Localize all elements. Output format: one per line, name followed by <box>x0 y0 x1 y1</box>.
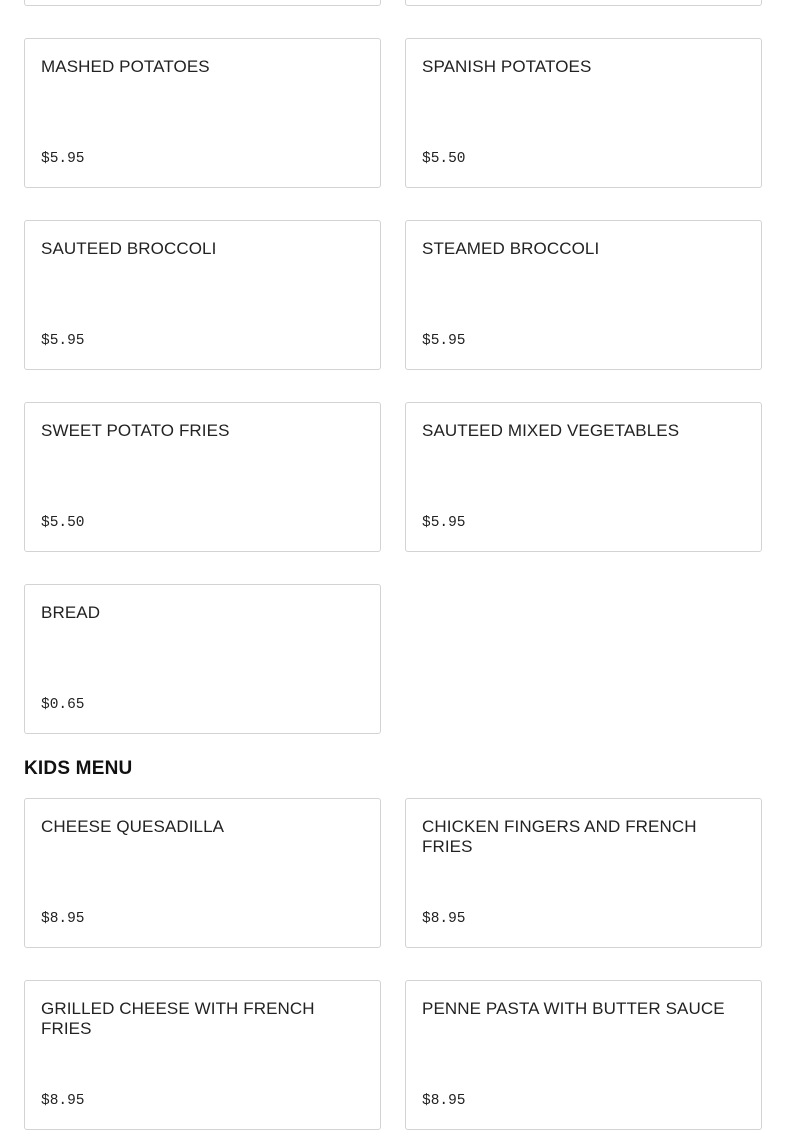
menu-item-price: $5.95 <box>422 333 466 349</box>
menu-item-card[interactable] <box>24 220 381 370</box>
menu-item-price: $5.95 <box>41 151 85 167</box>
menu-item-card[interactable] <box>24 798 381 948</box>
menu-item-card[interactable] <box>405 980 762 1130</box>
menu-item-price: $8.95 <box>422 1093 466 1109</box>
menu-item-name: CHICKEN FINGERS AND FRENCH FRIES <box>422 817 697 856</box>
menu-item-price: $8.95 <box>41 911 85 927</box>
menu-item-card[interactable] <box>24 980 381 1130</box>
menu-item-card-partial[interactable] <box>24 0 381 6</box>
menu-item-name: MASHED POTATOES <box>41 57 210 76</box>
menu-item-card[interactable] <box>24 38 381 188</box>
menu-item-name: STEAMED BROCCOLI <box>422 239 600 258</box>
menu-item-name: BREAD <box>41 603 101 622</box>
menu-item-price: $5.50 <box>41 515 85 531</box>
menu-item-name: SWEET POTATO FRIES <box>41 421 230 440</box>
menu-item-price: $0.65 <box>41 697 85 713</box>
menu-item-card-partial[interactable] <box>405 0 762 6</box>
menu-item-card[interactable] <box>405 220 762 370</box>
menu-item-card[interactable] <box>405 402 762 552</box>
menu-item-card[interactable] <box>405 38 762 188</box>
menu-item-name: SAUTEED MIXED VEGETABLES <box>422 421 680 440</box>
menu-item-name: SPANISH POTATOES <box>422 57 592 76</box>
menu-item-card[interactable] <box>405 798 762 948</box>
menu-item-name: SAUTEED BROCCOLI <box>41 239 217 258</box>
menu-item-price: $5.50 <box>422 151 466 167</box>
menu-item-card[interactable] <box>24 584 381 734</box>
menu-item-price: $5.95 <box>422 515 466 531</box>
menu-item-name: PENNE PASTA WITH BUTTER SAUCE <box>422 999 725 1018</box>
menu-item-price: $8.95 <box>422 911 466 927</box>
menu-item-card[interactable] <box>24 402 381 552</box>
section-heading-kids-menu: KIDS MENU <box>24 758 133 779</box>
menu-item-name: GRILLED CHEESE WITH FRENCH FRIES <box>41 999 315 1038</box>
menu-item-price: $5.95 <box>41 333 85 349</box>
menu-item-price: $8.95 <box>41 1093 85 1109</box>
menu-item-name: CHEESE QUESADILLA <box>41 817 225 836</box>
